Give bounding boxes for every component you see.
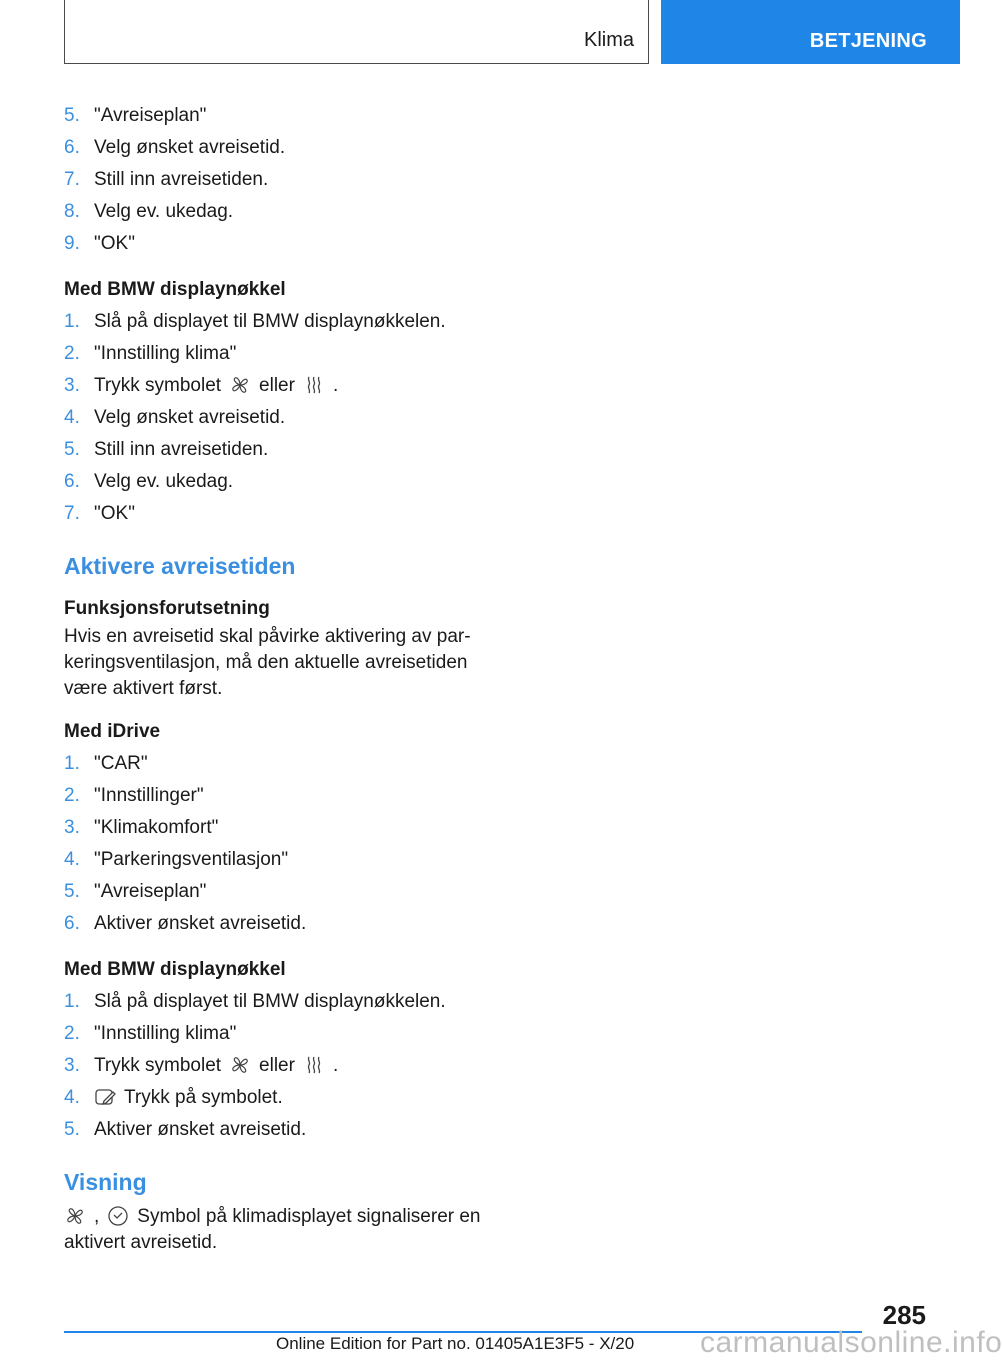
list-item xyxy=(64,812,494,844)
step-number: 5. xyxy=(64,105,80,126)
step-number: 1. xyxy=(64,991,80,1012)
step-text: "Avreiseplan" xyxy=(94,881,207,902)
list-item xyxy=(64,1114,494,1146)
step-text: Slå på displayet til BMW displaynøkkelen. xyxy=(94,311,446,332)
step-text-part: Trykk symbolet xyxy=(94,1055,222,1076)
paragraph-line: keringsventilasjon, må den aktuelle avreisetiden xyxy=(64,652,468,673)
step-text: Slå på displayet til BMW displaynøkkelen. xyxy=(94,991,446,1012)
watermark-text: carmanualsonline.info xyxy=(700,1326,1002,1359)
header-chapter-tab xyxy=(661,0,960,64)
step-number: 8. xyxy=(64,201,80,222)
list-item xyxy=(64,196,494,228)
step-text-part: Trykk på symbolet. xyxy=(124,1087,283,1108)
step-text: "CAR" xyxy=(94,753,148,774)
step-number: 2. xyxy=(64,785,80,806)
paragraph-line: være aktivert først. xyxy=(64,678,223,699)
step-number: 4. xyxy=(64,407,80,428)
step-number: 9. xyxy=(64,233,80,254)
step-number: 5. xyxy=(64,1119,80,1140)
step-text: Still inn avreisetiden. xyxy=(94,439,269,460)
step-text: Velg ønsket avreisetid. xyxy=(94,407,286,428)
paragraph-line xyxy=(64,1204,494,1230)
step-number: 5. xyxy=(64,881,80,902)
list-item xyxy=(64,780,494,812)
step-text-part: eller xyxy=(259,1055,295,1076)
step-text: "OK" xyxy=(94,503,135,524)
step-text xyxy=(94,1050,338,1082)
list-item xyxy=(64,986,494,1018)
step-text: "Innstilling klima" xyxy=(94,1023,237,1044)
step-number: 6. xyxy=(64,471,80,492)
step-text: Velg ev. ukedag. xyxy=(94,471,234,492)
list-item xyxy=(64,338,494,370)
step-text: "Innstilling klima" xyxy=(94,343,237,364)
step-text: "Avreiseplan" xyxy=(94,105,207,126)
step-text xyxy=(94,370,338,402)
heater-icon xyxy=(303,374,325,396)
list-item xyxy=(64,100,494,132)
clock-icon xyxy=(107,1205,129,1227)
fan-icon xyxy=(229,374,251,396)
step-number: 3. xyxy=(64,817,80,838)
subheading-prerequisite: Funksjonsforutsetning xyxy=(64,598,270,619)
step-number: 7. xyxy=(64,503,80,524)
step-text: Still inn avreisetiden. xyxy=(94,169,269,190)
paragraph-display xyxy=(64,1204,494,1256)
step-text: "Parkeringsventilasjon" xyxy=(94,849,289,870)
list-item xyxy=(64,466,494,498)
footer-edition-text: Online Edition for Part no. 01405A1E3F5 - X/20 xyxy=(276,1334,635,1353)
step-number: 4. xyxy=(64,1087,80,1108)
list-item xyxy=(64,748,494,780)
header-chapter-label: BETJENING xyxy=(809,30,927,52)
paragraph-prerequisite xyxy=(64,624,494,702)
display-text: Symbol på klimadisplayet signaliserer en xyxy=(137,1206,481,1227)
step-text-part: Trykk symbolet xyxy=(94,375,222,396)
list-item xyxy=(64,402,494,434)
list-item xyxy=(64,228,494,260)
list-item xyxy=(64,844,494,876)
header-section-title: Klima xyxy=(583,29,634,51)
header-section-box xyxy=(64,0,649,64)
page-number: 285 xyxy=(882,1300,926,1330)
step-text xyxy=(94,1082,283,1114)
list-item xyxy=(64,908,494,940)
step-text: Velg ønsket avreisetid. xyxy=(94,137,286,158)
step-text: "Innstillinger" xyxy=(94,785,204,806)
step-text: "Klimakomfort" xyxy=(94,817,219,838)
step-text: Aktiver ønsket avreisetid. xyxy=(94,1119,307,1140)
list-item xyxy=(64,1082,494,1114)
list-item xyxy=(64,164,494,196)
step-number: 7. xyxy=(64,169,80,190)
step-text: "OK" xyxy=(94,233,135,254)
list-item xyxy=(64,1050,494,1082)
paragraph-line: Hvis en avreisetid skal påvirke aktivering av par- xyxy=(64,626,471,647)
fan-icon xyxy=(64,1205,86,1227)
step-text: Aktiver ønsket avreisetid. xyxy=(94,913,307,934)
step-number: 6. xyxy=(64,137,80,158)
list-item xyxy=(64,1018,494,1050)
main-content xyxy=(64,100,494,1256)
step-text-part: . xyxy=(332,375,339,396)
step-text: Velg ev. ukedag. xyxy=(94,201,234,222)
list-item xyxy=(64,132,494,164)
section-heading-activate: Aktivere avreisetiden xyxy=(64,553,296,579)
step-number: 2. xyxy=(64,343,80,364)
subheading-idrive: Med iDrive xyxy=(64,721,161,742)
subheading-display-key: Med BMW displaynøkkel xyxy=(64,959,286,980)
paragraph-line: aktivert avreisetid. xyxy=(64,1232,218,1253)
subheading-display-key: Med BMW displaynøkkel xyxy=(64,279,286,300)
step-text-part: . xyxy=(332,1055,339,1076)
step-number: 4. xyxy=(64,849,80,870)
step-number: 3. xyxy=(64,375,80,396)
list-item xyxy=(64,370,494,402)
heater-icon xyxy=(303,1054,325,1076)
edit-icon xyxy=(94,1086,116,1108)
list-item xyxy=(64,498,494,530)
step-number: 6. xyxy=(64,913,80,934)
step-number: 5. xyxy=(64,439,80,460)
separator-comma: , xyxy=(94,1206,100,1227)
list-item xyxy=(64,306,494,338)
list-item xyxy=(64,434,494,466)
step-text-part: eller xyxy=(259,375,295,396)
step-number: 3. xyxy=(64,1055,80,1076)
fan-icon xyxy=(229,1054,251,1076)
step-number: 2. xyxy=(64,1023,80,1044)
list-item xyxy=(64,876,494,908)
section-heading-display: Visning xyxy=(64,1169,147,1195)
step-number: 1. xyxy=(64,753,80,774)
step-number: 1. xyxy=(64,311,80,332)
